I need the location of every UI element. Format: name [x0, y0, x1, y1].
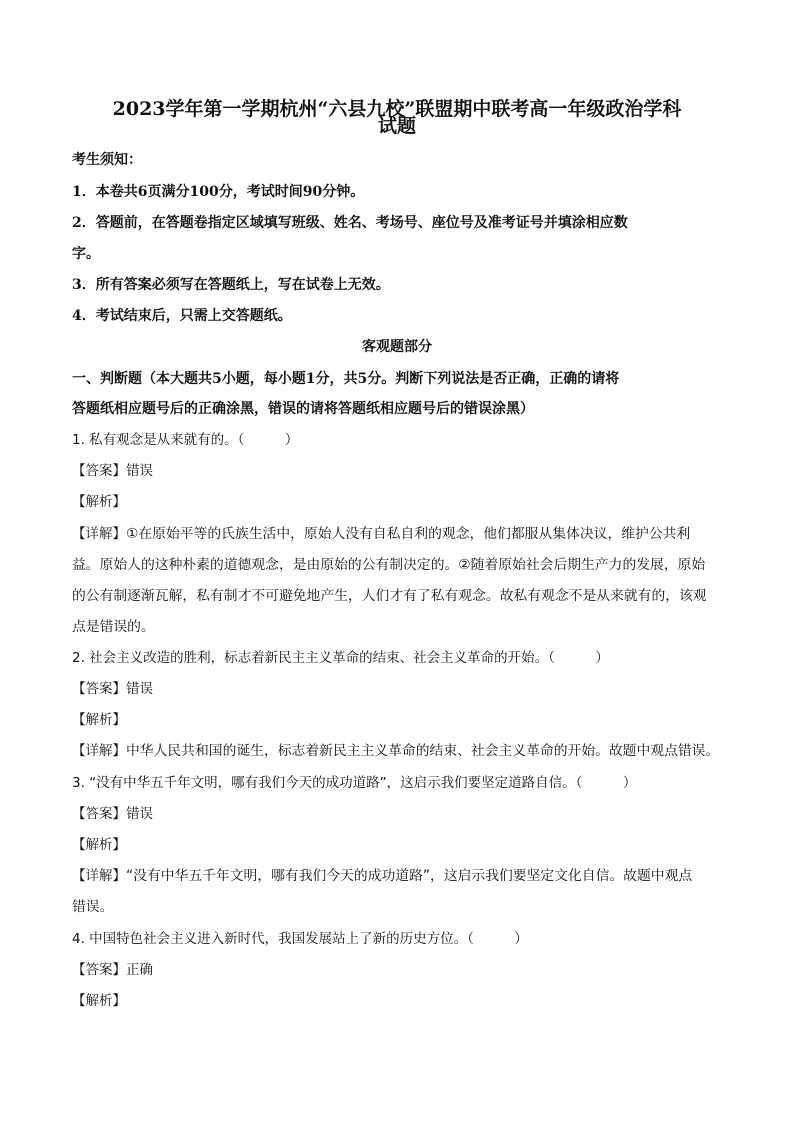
question-1-detail-line-4: 点是错误的。 — [72, 619, 155, 635]
notice-item-4: 4．考试结束后，只需上交答题纸。 — [72, 308, 292, 324]
notice-item-3: 3．所有答案必须写在答题纸上，写在试卷上无效。 — [72, 277, 390, 293]
notice-item-1: 1．本卷共6页满分100分，考试时间90分钟。 — [72, 184, 365, 200]
notice-heading: 考生须知： — [72, 152, 142, 168]
notice-item-2: 2．答题前，在答题卷指定区域填写班级、姓名、考场号、座位号及准考证号并填涂相应数 — [72, 215, 628, 231]
detail-tag: 【详解】 — [72, 868, 126, 884]
answer-tag: 【答案】 — [72, 806, 126, 822]
question-4-analysis-tag: 【解析】 — [72, 993, 126, 1009]
question-1-answer — [72, 461, 732, 481]
question-3-stem: 3. “没有中华五千年文明，哪有我们今天的成功道路”，这启示我们要坚定道路自信。（ ） — [72, 775, 637, 791]
question-1-analysis-tag: 【解析】 — [72, 494, 126, 510]
question-2-analysis-tag: 【解析】 — [72, 712, 126, 728]
detail-text: 中华人民共和国的诞生，标志着新民主主义革命的结束、社会主义革命的开始。故题中观点错误。 — [126, 743, 720, 759]
question-1-detail-line-2: 益。原始人的这种朴素的道德观念，是由原始的公有制决定的。②随着原始社会后期生产力的发展，原始 — [72, 557, 706, 573]
question-1-detail-line-1 — [72, 524, 732, 544]
document-title-line-2: 试题 — [377, 115, 416, 137]
section-title: 客观题部分 — [362, 339, 432, 355]
answer-value: 错误 — [126, 806, 153, 822]
question-3-detail-line-2: 错误。 — [72, 899, 114, 915]
detail-text: “没有中华五千年文明，哪有我们今天的成功道路”，这启示我们要坚定文化自信。故题中观点 — [126, 868, 693, 884]
question-3-answer — [72, 804, 732, 824]
part-heading-line-2: 答题纸相应题号后的正确涂黑，错误的请将答题纸相应题号后的错误涂黑） — [72, 401, 534, 417]
answer-value: 错误 — [126, 681, 153, 697]
part-heading-line-1: 一、判断题（本大题共5小题，每小题1分，共5分。判断下列说法是否正确，正确的请将 — [72, 371, 620, 387]
question-3-analysis-tag: 【解析】 — [72, 837, 126, 853]
document-title-line-1: 2023学年第一学期杭州“六县九校”联盟期中联考高一年级政治学科 — [112, 98, 682, 120]
question-2-detail-line-1 — [72, 741, 732, 761]
answer-value: 正确 — [126, 962, 153, 978]
answer-value: 错误 — [126, 463, 153, 479]
question-2-stem: 2. 社会主义改造的胜利，标志着新民主主义革命的结束、社会主义革命的开始。（ ） — [72, 650, 609, 666]
detail-text: ①在原始平等的氏族生活中，原始人没有自私自利的观念，他们都服从集体决议，维护公共利 — [126, 526, 691, 542]
question-1-stem: 1. 私有观念是从来就有的。（ ） — [72, 432, 299, 448]
question-2-answer — [72, 679, 732, 699]
detail-tag: 【详解】 — [72, 526, 126, 542]
detail-tag: 【详解】 — [72, 743, 126, 759]
answer-tag: 【答案】 — [72, 962, 126, 978]
question-3-detail-line-1 — [72, 866, 732, 886]
notice-item-2-cont: 字。 — [72, 246, 100, 262]
answer-tag: 【答案】 — [72, 463, 126, 479]
answer-tag: 【答案】 — [72, 681, 126, 697]
question-1-detail-line-3: 的公有制逐渐瓦解，私有制才不可避免地产生，人们才有了私有观念。故私有观念不是从来就有的，该观 — [72, 588, 707, 604]
question-4-stem: 4. 中国特色社会主义进入新时代，我国发展站上了新的历史方位。（ ） — [72, 931, 528, 947]
question-4-answer — [72, 960, 732, 980]
